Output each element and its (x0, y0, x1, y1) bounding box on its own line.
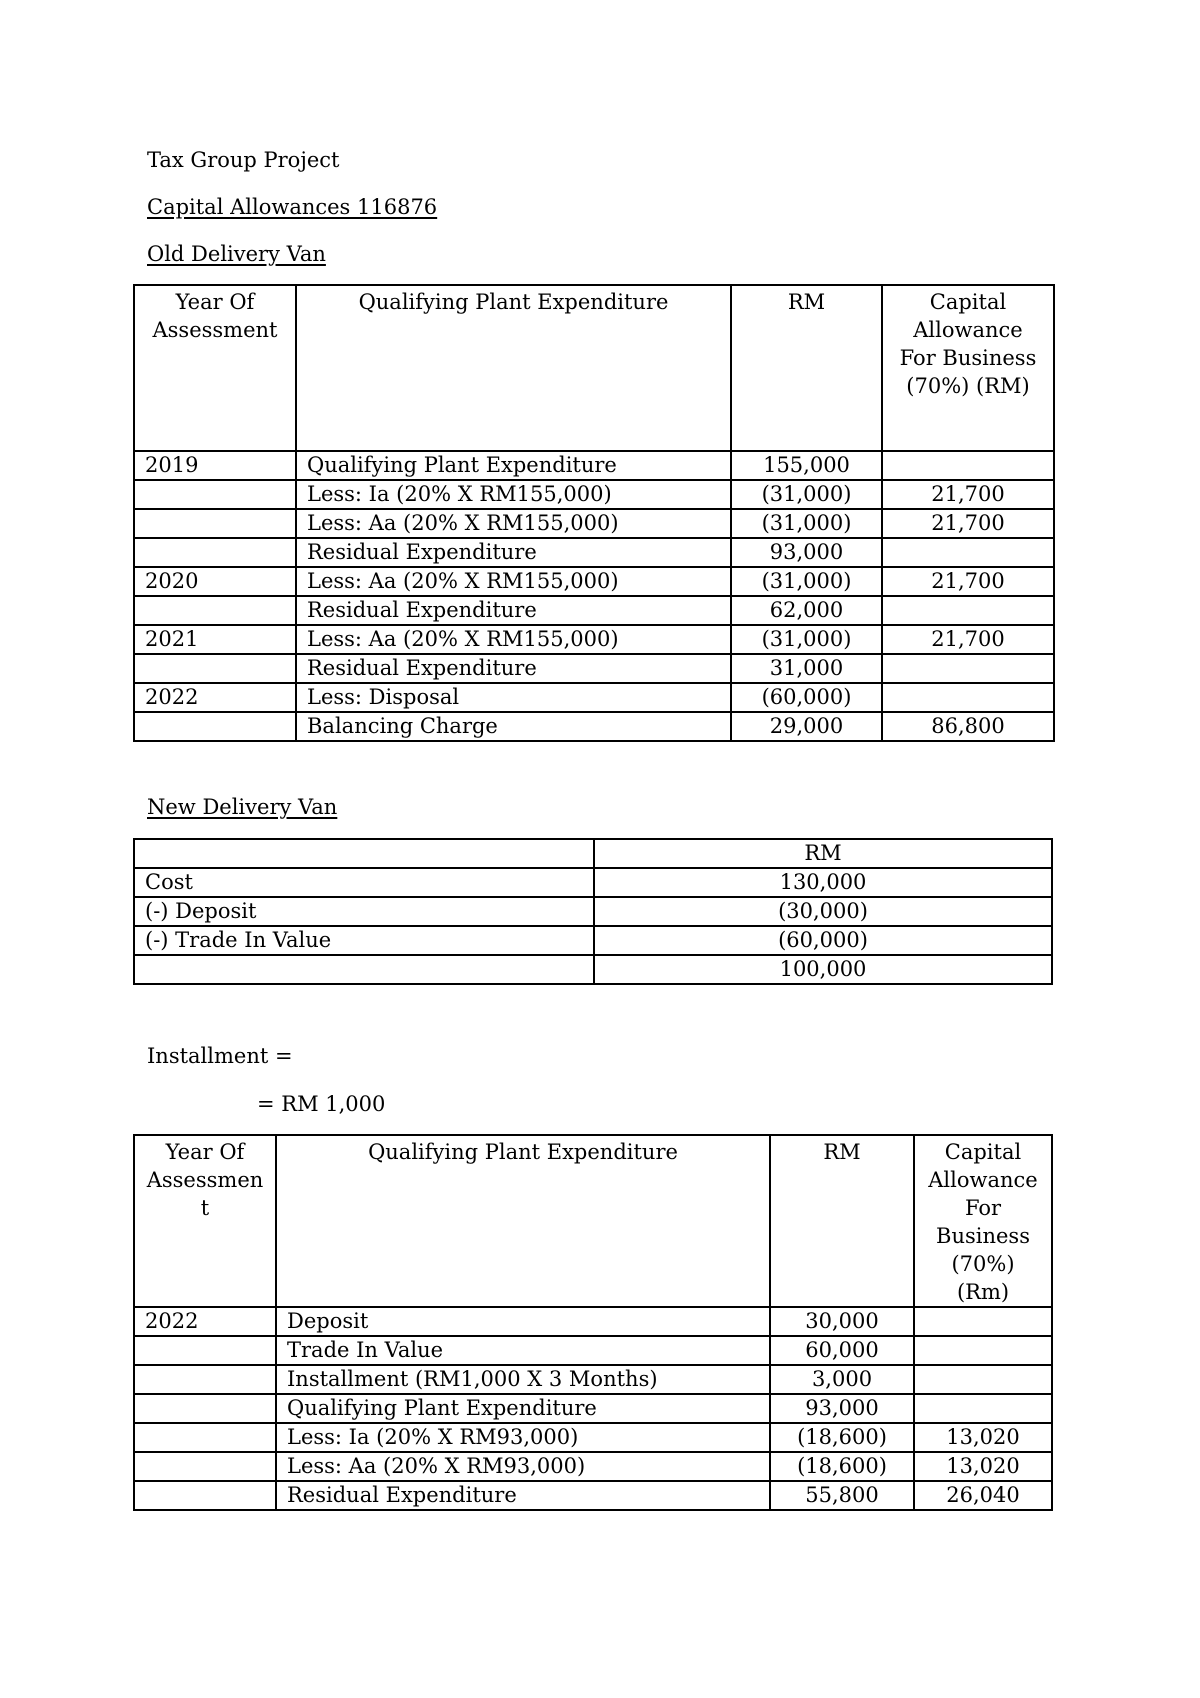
installment-result: = RM 1,000 (257, 1092, 386, 1116)
rm-cell: 93,000 (770, 1394, 914, 1423)
table-row (134, 480, 1054, 509)
allowance-cell: 21,700 (882, 509, 1054, 538)
new-van-heading: New Delivery Van (147, 795, 338, 819)
year-cell: 2019 (134, 451, 296, 480)
table-row (134, 654, 1054, 683)
value-cell: (60,000) (594, 926, 1052, 955)
year-cell (134, 1365, 276, 1394)
old-van-heading: Old Delivery Van (147, 242, 326, 266)
description-cell: Less: Aa (20% X RM155,000) (296, 567, 731, 596)
table-row (134, 1423, 1052, 1452)
year-cell: 2022 (134, 683, 296, 712)
rm-cell: 30,000 (770, 1307, 914, 1336)
header-description: Qualifying Plant Expenditure (296, 285, 731, 451)
description-cell: Less: Ia (20% X RM93,000) (276, 1423, 770, 1452)
table-row (134, 926, 1052, 955)
description-cell: Residual Expenditure (296, 538, 731, 567)
label-cell: (-) Deposit (134, 897, 594, 926)
rm-cell: (31,000) (731, 480, 882, 509)
table-header-row (134, 839, 1052, 868)
header-blank (134, 839, 594, 868)
year-cell (134, 1423, 276, 1452)
table-header-row (134, 285, 1054, 451)
allowance-cell (882, 596, 1054, 625)
header-year: Year Of Assessmen t (134, 1135, 276, 1307)
table-row (134, 897, 1052, 926)
rm-cell: 29,000 (731, 712, 882, 741)
allowance-cell: 26,040 (914, 1481, 1052, 1510)
installment-label: Installment = (147, 1044, 293, 1068)
allowance-cell (914, 1336, 1052, 1365)
description-cell: Deposit (276, 1307, 770, 1336)
table-row (134, 1307, 1052, 1336)
description-cell: Less: Ia (20% X RM155,000) (296, 480, 731, 509)
table-row (134, 509, 1054, 538)
rm-cell: (31,000) (731, 567, 882, 596)
year-cell: 2022 (134, 1307, 276, 1336)
year-cell: 2020 (134, 567, 296, 596)
table-row (134, 683, 1054, 712)
header-rm: RM (731, 285, 882, 451)
rm-cell: 60,000 (770, 1336, 914, 1365)
label-cell (134, 955, 594, 984)
new-van-ca-table (133, 1134, 1053, 1511)
allowance-cell: 21,700 (882, 625, 1054, 654)
table-row (134, 868, 1052, 897)
allowance-cell (914, 1365, 1052, 1394)
year-cell (134, 480, 296, 509)
rm-cell: 155,000 (731, 451, 882, 480)
year-cell (134, 1336, 276, 1365)
description-cell: Qualifying Plant Expenditure (296, 451, 731, 480)
label-cell: Cost (134, 868, 594, 897)
description-cell: Less: Disposal (296, 683, 731, 712)
allowance-cell: 13,020 (914, 1423, 1052, 1452)
rm-cell: 93,000 (731, 538, 882, 567)
rm-cell: 31,000 (731, 654, 882, 683)
header-rm: RM (594, 839, 1052, 868)
old-van-table (133, 284, 1055, 742)
allowance-cell: 86,800 (882, 712, 1054, 741)
rm-cell: (31,000) (731, 625, 882, 654)
year-cell (134, 596, 296, 625)
rm-cell: 55,800 (770, 1481, 914, 1510)
value-cell: 100,000 (594, 955, 1052, 984)
rm-cell: 3,000 (770, 1365, 914, 1394)
document-title: Tax Group Project (147, 148, 340, 172)
description-cell: Less: Aa (20% X RM93,000) (276, 1452, 770, 1481)
header-rm: RM (770, 1135, 914, 1307)
document-subtitle: Capital Allowances 116876 (147, 195, 438, 219)
table-row (134, 1452, 1052, 1481)
description-cell: Installment (RM1,000 X 3 Months) (276, 1365, 770, 1394)
rm-cell: 62,000 (731, 596, 882, 625)
header-description: Qualifying Plant Expenditure (276, 1135, 770, 1307)
rm-cell: (31,000) (731, 509, 882, 538)
description-cell: Less: Aa (20% X RM155,000) (296, 625, 731, 654)
value-cell: 130,000 (594, 868, 1052, 897)
header-year: Year Of Assessment (134, 285, 296, 451)
table-row (134, 596, 1054, 625)
table-row (134, 955, 1052, 984)
allowance-cell: 21,700 (882, 567, 1054, 596)
allowance-cell (882, 683, 1054, 712)
allowance-cell: 13,020 (914, 1452, 1052, 1481)
year-cell (134, 712, 296, 741)
year-cell (134, 1481, 276, 1510)
allowance-cell (882, 451, 1054, 480)
label-cell: (-) Trade In Value (134, 926, 594, 955)
description-cell: Residual Expenditure (296, 654, 731, 683)
value-cell: (30,000) (594, 897, 1052, 926)
description-cell: Less: Aa (20% X RM155,000) (296, 509, 731, 538)
table-row (134, 712, 1054, 741)
year-cell (134, 654, 296, 683)
table-row (134, 451, 1054, 480)
year-cell (134, 1452, 276, 1481)
rm-cell: (18,600) (770, 1452, 914, 1481)
allowance-cell (914, 1307, 1052, 1336)
year-cell (134, 538, 296, 567)
table-row (134, 1394, 1052, 1423)
allowance-cell (882, 538, 1054, 567)
year-cell: 2021 (134, 625, 296, 654)
description-cell: Residual Expenditure (296, 596, 731, 625)
description-cell: Qualifying Plant Expenditure (276, 1394, 770, 1423)
header-allowance: Capital Allowance For Business (70%) (Rm) (914, 1135, 1052, 1307)
table-row (134, 1336, 1052, 1365)
header-allowance: Capital Allowance For Business (70%) (RM) (882, 285, 1054, 451)
table-header-row (134, 1135, 1052, 1307)
allowance-cell (882, 654, 1054, 683)
year-cell (134, 509, 296, 538)
rm-cell: (60,000) (731, 683, 882, 712)
description-cell: Residual Expenditure (276, 1481, 770, 1510)
table-row (134, 1365, 1052, 1394)
allowance-cell: 21,700 (882, 480, 1054, 509)
description-cell: Trade In Value (276, 1336, 770, 1365)
allowance-cell (914, 1394, 1052, 1423)
table-row (134, 538, 1054, 567)
rm-cell: (18,600) (770, 1423, 914, 1452)
table-row (134, 625, 1054, 654)
description-cell: Balancing Charge (296, 712, 731, 741)
table-row (134, 567, 1054, 596)
year-cell (134, 1394, 276, 1423)
table-row (134, 1481, 1052, 1510)
new-van-table (133, 838, 1053, 985)
